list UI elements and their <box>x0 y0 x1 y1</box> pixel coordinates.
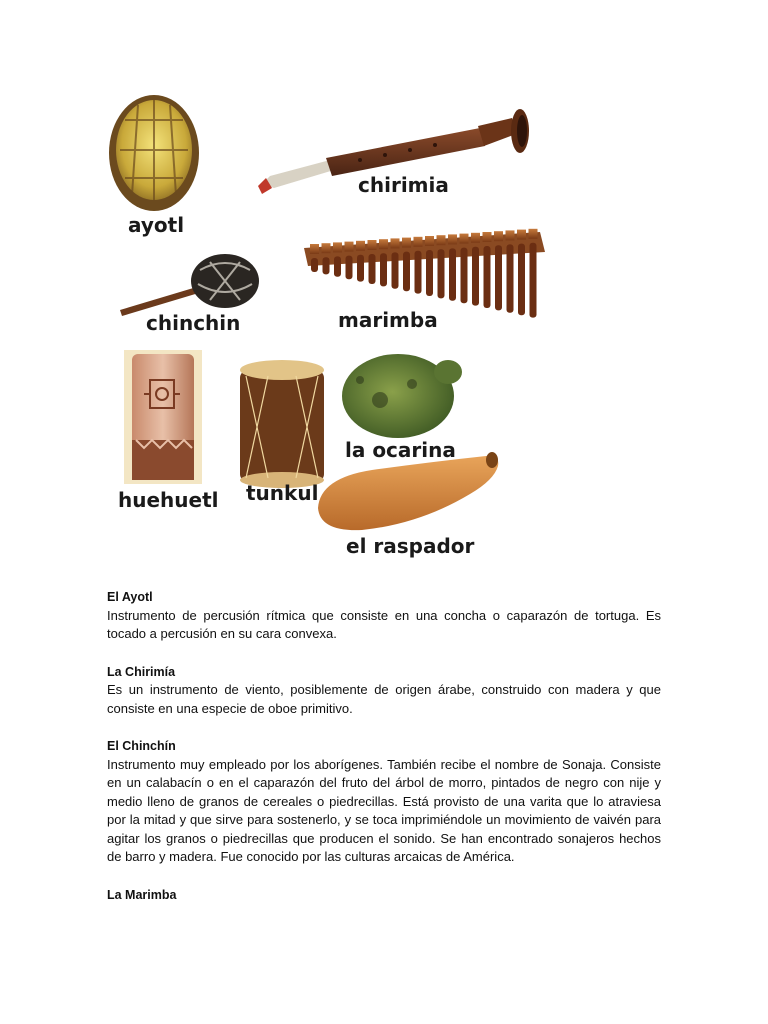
marimba-bar <box>506 230 515 240</box>
ocarina-label: la ocarina <box>345 438 456 462</box>
marimba-resonator <box>518 244 525 316</box>
marimba-bar <box>322 243 331 253</box>
marimba-resonator <box>380 253 387 286</box>
marimba-bar <box>414 237 423 247</box>
marimba-label: marimba <box>338 308 438 332</box>
marimba-resonator <box>426 250 433 296</box>
marimba-resonator <box>449 248 456 300</box>
marimba-bar <box>391 238 400 248</box>
section-chirimia <box>107 663 661 719</box>
marimba-bar <box>517 230 526 240</box>
marimba-resonator <box>392 252 399 288</box>
marimba-bar <box>494 231 503 241</box>
marimba-bar <box>471 233 480 243</box>
marimba-resonator <box>334 256 341 276</box>
marimba-resonator <box>507 244 514 312</box>
marimba-resonator <box>438 249 445 298</box>
tunkul-image <box>240 360 324 488</box>
marimba-bar <box>345 242 354 252</box>
marimba-resonator <box>484 246 491 308</box>
marimba-bar <box>529 229 538 239</box>
document-body <box>107 588 661 923</box>
marimba-bar <box>402 238 411 248</box>
section-title: La Marimba <box>107 887 177 902</box>
marimba-resonator <box>530 243 537 318</box>
marimba-bar <box>437 235 446 245</box>
raspador-label: el raspador <box>346 534 475 558</box>
ayotl-label: ayotl <box>128 213 185 237</box>
marimba-resonator <box>495 245 502 310</box>
marimba-bar <box>368 240 377 250</box>
marimba-resonator <box>323 257 330 274</box>
section-title: El Chinchín <box>107 739 176 753</box>
section-ayotl <box>107 588 661 644</box>
marimba-resonator <box>472 247 479 306</box>
tunkul-label: tunkul <box>246 481 319 505</box>
section-body: Instrumento muy empleado por los aborígenes. También recibe el nombre de Sonaja. Consiste en un calabacín o en el caparazón del fruto del árbol de morro, pintados de negro con nije y medio lleno de granos de cereales o piedrecillas. Está provisto de una varita que lo atraviesa por la mitad y que sirve para sostenerlo, y se toca imprimiéndole un movimiento de vaivén para agitar los granos o piedrecillas que producen el sonido. Se han encontrado sonajeros hechos de barro y madera. Fue conocido por las culturas arcaicas de América. <box>107 756 661 864</box>
marimba-resonator <box>461 248 468 304</box>
section-body: Es un instrumento de viento, posiblemente de origen árabe, construido con madera y que consiste en una especie de oboe primitivo. <box>107 682 661 716</box>
marimba-bar <box>425 236 434 246</box>
marimba-bar <box>483 232 492 242</box>
marimba-bar <box>379 239 388 249</box>
chirimia-label: chirimia <box>358 173 449 197</box>
marimba-resonator <box>415 251 422 294</box>
huehuetl-image <box>124 350 202 484</box>
marimba-resonator <box>357 255 364 282</box>
chinchin-label: chinchin <box>146 311 241 335</box>
marimba-bar <box>460 234 469 244</box>
marimba-bar <box>448 234 457 244</box>
marimba-bar <box>310 244 319 254</box>
marimba-image <box>304 229 545 318</box>
marimba-resonator <box>311 258 318 272</box>
section-chinchin <box>107 737 661 867</box>
section-marimba <box>107 886 661 905</box>
section-title: La Chirimía <box>107 664 176 679</box>
ocarina-image <box>342 354 462 438</box>
huehuetl-label: huehuetl <box>118 488 219 512</box>
marimba-bar <box>356 241 365 251</box>
chinchin-image <box>120 254 259 316</box>
raspador-image <box>318 452 498 530</box>
ayotl-image <box>109 95 199 211</box>
marimba-resonator <box>346 256 353 280</box>
marimba-bar <box>333 242 342 252</box>
marimba-resonator <box>403 252 410 292</box>
marimba-resonator <box>369 254 376 284</box>
section-title: El Ayotl <box>107 590 153 604</box>
section-body: Instrumento de percusión rítmica que consiste en una concha o caparazón de tortuga. Es tocado a percusión en su cara convexa. <box>107 607 661 641</box>
